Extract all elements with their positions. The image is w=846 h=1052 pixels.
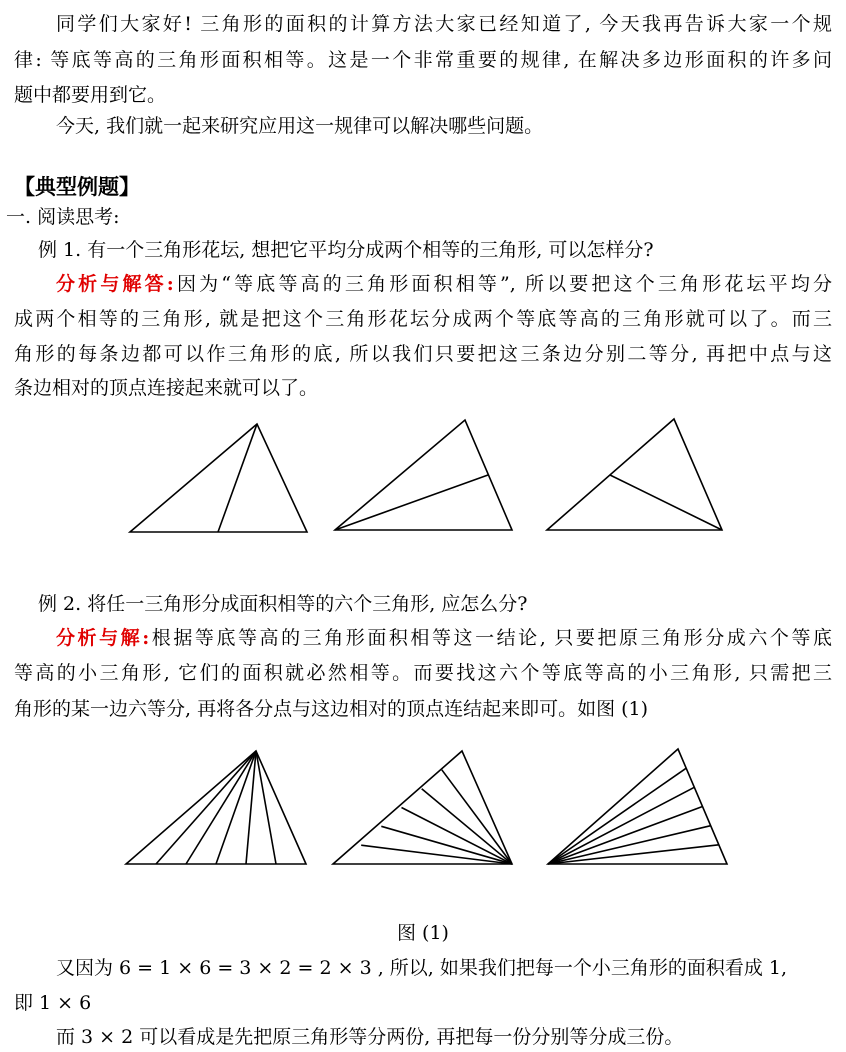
example2-question: 例 2. 将任一三角形分成面积相等的六个三角形, 应怎么分? [38,593,528,615]
intro-line-3: 题中都要用到它。 [14,84,167,106]
example1-analysis-line-4: 条边相对的顶点连接起来就可以了。 [14,377,319,399]
example1-analysis-label: 分析与解答: [56,273,174,295]
figure-caption: 图 (1) [397,922,449,944]
conclusion-line-1: 又因为 6 = 1 × 6 = 3 × 2 = 2 × 3 , 所以, 如果我们把每一个小三角形的面积看成 1, [56,957,788,979]
triangle-bisected-bottom [130,424,307,532]
intro-line-2: 律: 等底等高的三角形面积相等。这是一个非常重要的规律, 在解决多边形面积的许多问 [14,49,832,71]
section-heading: 【典型例题】 [14,174,140,199]
section-subheading: 一. 阅读思考: [6,206,120,228]
example2-analysis-text: 根据等底等高的三角形面积相等这一结论, 只要把原三角形分成六个等底 [149,627,832,649]
example1-analysis-line-1 [56,271,832,297]
example1-analysis-line-2: 成两个相等的三角形, 就是把这个三角形花坛分成两个等底等高的三角形就可以了。而三 [14,308,832,330]
triangle-bisected-right [335,420,512,530]
conclusion-line-3: 而 3 × 2 可以看成是先把原三角形等分两份, 再把每一份分别等分成三份。 [56,1026,684,1048]
example2-analysis-line-1 [56,625,832,651]
triangle-six-parts-left [333,751,512,864]
triangle-bisected-left [547,419,722,530]
example1-analysis-text: 因为“等底等高的三角形面积相等”, 所以要把这个三角形花坛平均分 [173,273,832,295]
example2-analysis-label: 分析与解: [56,627,150,649]
triangle-six-parts-right [548,749,727,864]
conclusion-line-2: 即 1 × 6 [14,992,92,1014]
example1-analysis-line-3: 角形的每条边都可以作三角形的底, 所以我们只要把这三条边分别二等分, 再把中点与这 [14,343,832,365]
intro-line-1: 同学们大家好! 三角形的面积的计算方法大家已经知道了, 今天我再告诉大家一个规 [56,13,832,35]
example1-figure [0,415,846,545]
example2-analysis-line-3: 角形的某一边六等分, 再将各分点与这边相对的顶点连结起来即可。如图 (1) [14,698,649,720]
triangle-six-parts-bottom [126,751,306,864]
example2-analysis-line-2: 等高的小三角形, 它们的面积就必然相等。而要找这六个等底等高的小三角形, 只需把三 [14,662,832,684]
intro-line-4: 今天, 我们就一起来研究应用这一规律可以解决哪些问题。 [56,115,544,137]
example1-question: 例 1. 有一个三角形花坛, 想把它平均分成两个相等的三角形, 可以怎样分? [38,239,654,261]
example2-figure [0,745,846,875]
